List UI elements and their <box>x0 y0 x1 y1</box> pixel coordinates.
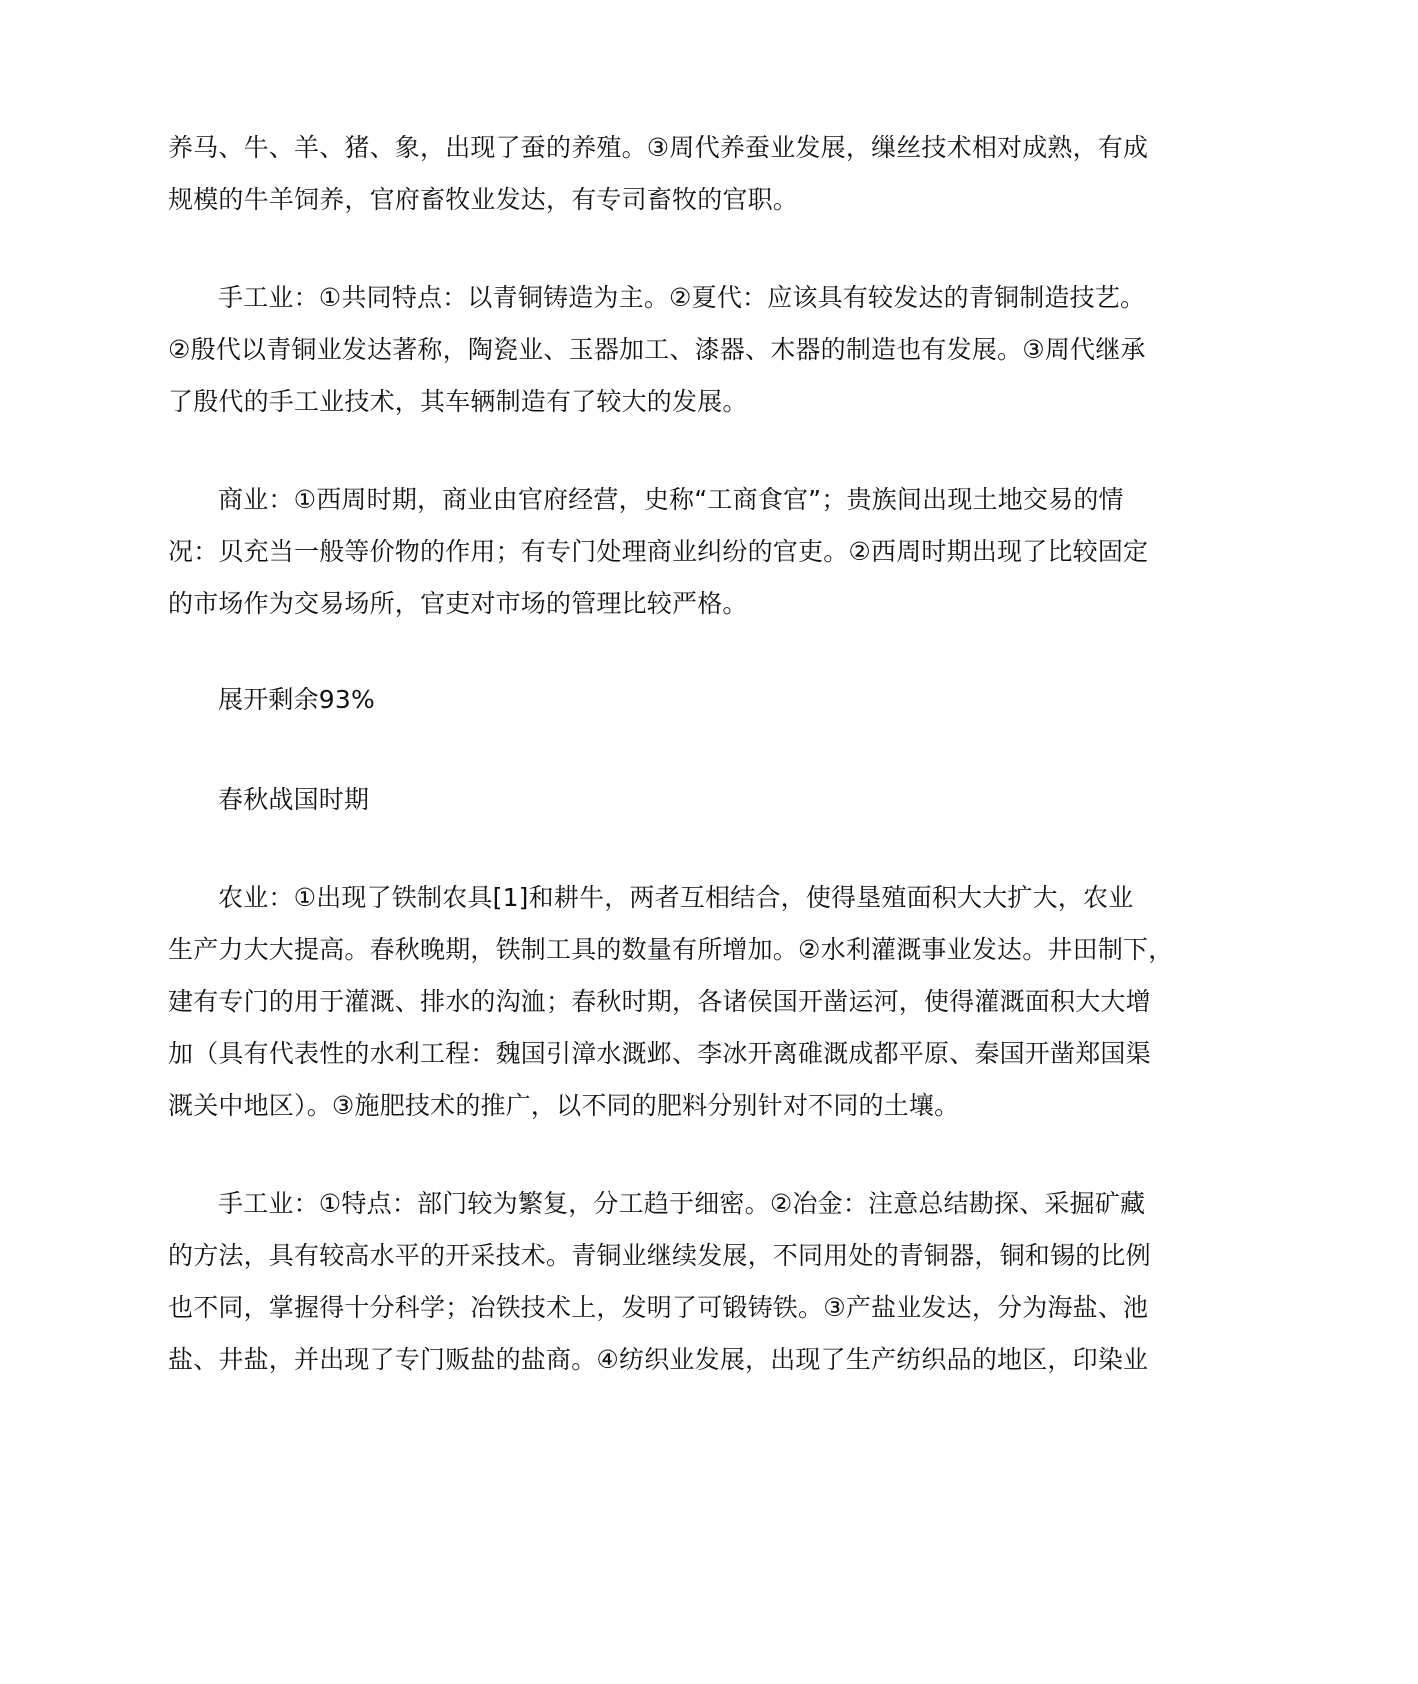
paragraph-line: ②殷代以青铜业发达著称，陶瓷业、玉器加工、漆器、木器的制造也有发展。③周代继承 <box>168 335 1146 364</box>
paragraph-line: 加（具有代表性的水利工程：魏国引漳水溉邺、李冰开离碓溉成都平原、秦国开凿郑国渠 <box>168 1039 1151 1068</box>
paragraph-line: 的方法，具有较高水平的开采技术。青铜业继续发展，不同用处的青铜器，铜和锡的比例 <box>168 1241 1151 1270</box>
paragraph-line: 况：贝充当一般等价物的作用；有专门处理商业纠纷的官吏。②西周时期出现了比较固定 <box>168 537 1149 566</box>
paragraph-line: 生产力大大提高。春秋晚期，铁制工具的数量有所增加。②水利灌溉事业发达。井田制下， <box>168 935 1174 964</box>
paragraph-line: 农业：①出现了铁制农具[1]和耕牛，两者互相结合，使得垦殖面积大大扩大，农业 <box>218 883 1134 912</box>
paragraph-line: 养马、牛、羊、猪、象，出现了蚕的养殖。③周代养蚕业发展，缫丝技术相对成熟，有成 <box>168 133 1149 162</box>
paragraph-line: 建有专门的用于灌溉、排水的沟洫；春秋时期，各诸侯国开凿运河，使得灌溉面积大大增 <box>168 987 1151 1016</box>
paragraph-line: 盐、井盐，并出现了专门贩盐的盐商。④纺织业发展，出现了生产纺织品的地区，印染业 <box>168 1345 1149 1374</box>
paragraph-line: 手工业：①特点：部门较为繁复，分工趋于细密。②冶金：注意总结勘探、采掘矿藏 <box>218 1189 1146 1218</box>
paragraph-line: 商业：①西周时期，商业由官府经营，史称“工商食官”；贵族间出现土地交易的情 <box>218 485 1124 514</box>
paragraph-line: 规模的牛羊饲养，官府畜牧业发达，有专司畜牧的官职。 <box>168 185 799 214</box>
paragraph-line: 溉关中地区）。③施肥技术的推广，以不同的肥料分别针对不同的土壤。 <box>168 1091 960 1120</box>
paragraph-line: 手工业：①共同特点：以青铜铸造为主。②夏代：应该具有较发达的青铜制造技艺。 <box>218 283 1146 312</box>
section-heading: 春秋战国时期 <box>218 785 370 814</box>
expand-remaining-link[interactable]: 展开剩余93% <box>218 685 375 714</box>
paragraph-line: 的市场作为交易场所，官吏对市场的管理比较严格。 <box>168 589 748 618</box>
paragraph-line: 了殷代的手工业技术，其车辆制造有了较大的发展。 <box>168 387 748 416</box>
paragraph-line: 也不同，掌握得十分科学；冶铁技术上，发明了可锻铸铁。③产盐业发达，分为海盐、池 <box>168 1293 1149 1322</box>
